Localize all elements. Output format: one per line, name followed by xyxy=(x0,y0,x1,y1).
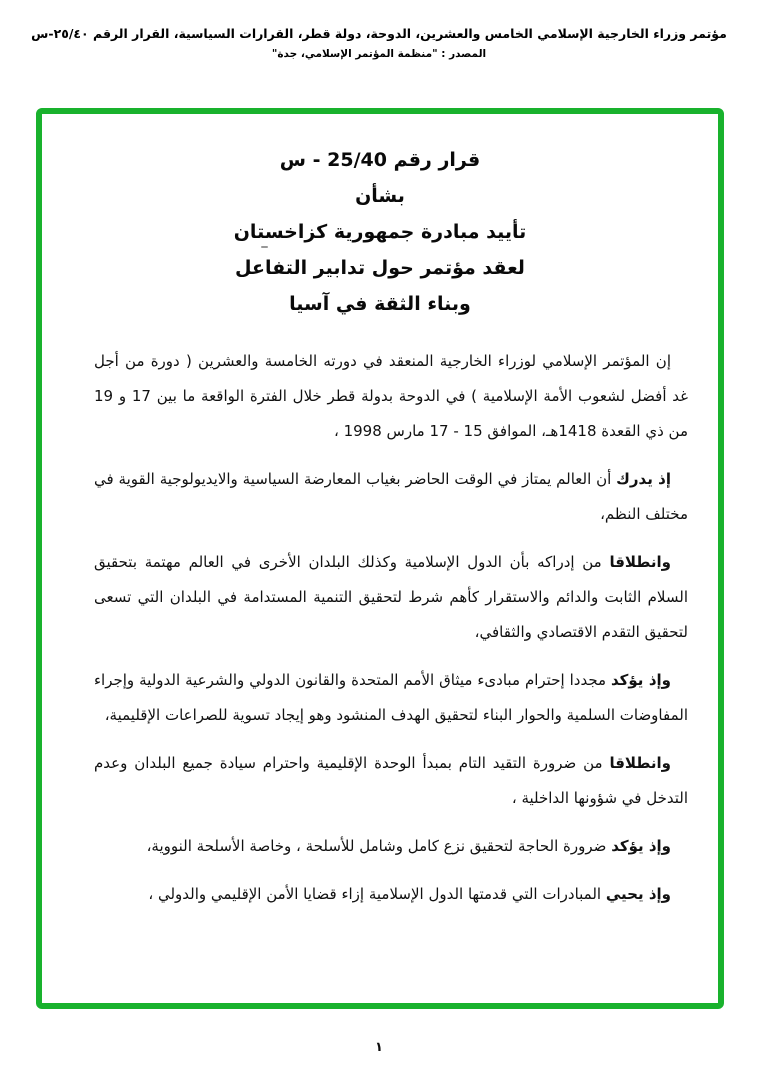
title-line: لعقد مؤتمر حول تدابير التفاعل xyxy=(235,257,525,279)
title-line: بشأن xyxy=(355,185,405,207)
paragraph-text: المبادرات التي قدمتها الدول الإسلامية إزاء قضايا الأمن الإقليمي والدولي ، xyxy=(148,885,606,903)
paragraph-lead: وإذ يؤكد xyxy=(611,671,671,689)
paragraph xyxy=(94,746,688,816)
paragraph-text: إن المؤتمر الإسلامي لوزراء الخارجية المنعقد في دورته الخامسة والعشرين ( دورة من أجل غد أفضل لشعوب الأمة الإسلامية ) في الدوحة بدولة قطر خلال الفترة الواقعة ما بين 17 و 19 من ذي القعدة 1418هـ، الموافق 15 - 17 مارس 1998 ، xyxy=(94,352,688,440)
resolution-body xyxy=(94,344,688,912)
paragraph xyxy=(94,344,688,449)
paragraph-text: ضرورة الحاجة لتحقيق نزع كامل وشامل للأسلحة ، وخاصة الأسلحة النووية، xyxy=(146,837,612,855)
paragraph-text: أن العالم يمتاز في الوقت الحاضر بغياب المعارضة السياسية والايديولوجية القوية في مختلف النظم، xyxy=(94,470,688,523)
paragraph xyxy=(94,829,688,864)
paragraph-lead: وإذ يؤكد xyxy=(611,837,671,855)
paragraph-lead: إذ يدرك xyxy=(616,470,671,488)
paragraph-text: من إدراكه بأن الدول الإسلامية وكذلك البلدان الأخرى في العالم مهتمة بتحقيق السلام الثابت والدائم والاستقرار كأهم شرط لتحقيق التنمية المستدامة في البلدان التي تسعى لتحقيق التقدم الاقتصادي والثقافي، xyxy=(94,553,688,641)
paragraph-lead: وانطلاقا xyxy=(609,754,671,772)
page-number: ١ xyxy=(375,1040,383,1055)
scan-artifact-dot xyxy=(261,246,268,248)
resolution-title xyxy=(42,142,718,322)
header-citation: مؤتمر وزراء الخارجية الإسلامي الخامس والعشرين، الدوحة، دولة قطر، القرارات السياسية، القرار الرقم ٢٥/٤٠-س xyxy=(31,26,727,41)
paragraph xyxy=(94,663,688,733)
header-source: المصدر : "منظمة المؤتمر الإسلامي، جدة" xyxy=(271,48,487,60)
title-line: وبناء الثقة في آسيا xyxy=(289,293,471,315)
title-line: قرار رقم 25/40 - س xyxy=(279,149,481,171)
paragraph xyxy=(94,545,688,650)
resolution-frame xyxy=(36,108,724,1009)
paragraph xyxy=(94,877,688,912)
paragraph-lead: وإذ يحيي xyxy=(605,885,671,903)
document-header xyxy=(0,26,758,60)
paragraph-lead: وانطلاقا xyxy=(609,553,671,571)
paragraph-text: من ضرورة التقيد التام بمبدأ الوحدة الإقليمية واحترام سيادة جميع البلدان وعدم التدخل في شؤونها الداخلية ، xyxy=(94,754,688,807)
paragraph xyxy=(94,462,688,532)
paragraph-text: مجددا إحترام مبادىء ميثاق الأمم المتحدة والقانون الدولي والشرعية الدولية وإجراء المفاوضات السلمية والحوار البناء لتحقيق الهدف المنشود وهو إيجاد تسوية للصراعات الإقليمية، xyxy=(94,671,688,724)
title-line: تأييد مبادرة جمهورية كزاخستان xyxy=(233,221,527,243)
